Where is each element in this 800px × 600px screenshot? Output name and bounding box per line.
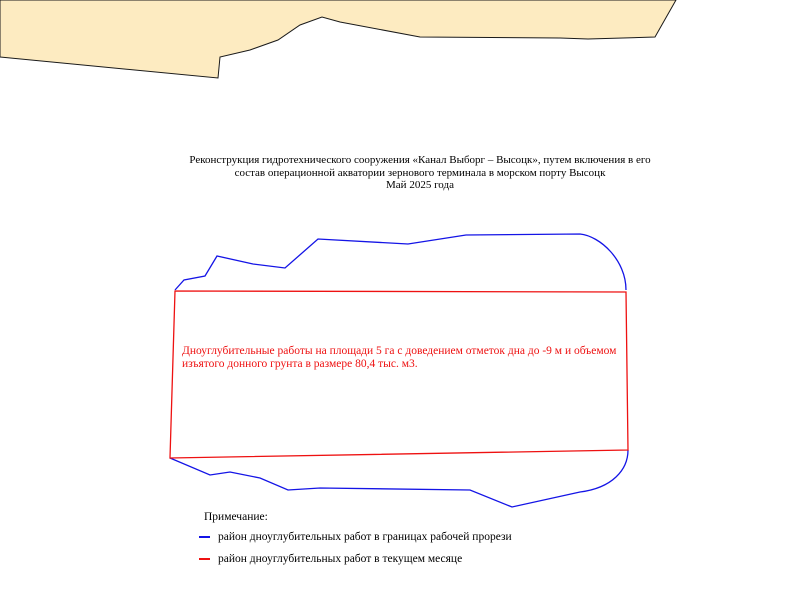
title-line-1: Реконструкция гидротехнического сооружения «Канал Выборг – Высоцк», путем включения в его	[189, 154, 651, 166]
legend-label-working-cut: район дноуглубительных работ в границах рабочей прорези	[218, 531, 512, 543]
legend-item-current-month	[199, 552, 462, 566]
work-note-line-1: Дноуглубительные работы на площади 5 га с доведением отметок дна до -9 м и объемом	[182, 345, 617, 357]
title-line-2: состав операционной акватории зернового терминала в морском порту Высоцк	[234, 166, 606, 179]
current-month-dredging-area	[170, 291, 628, 458]
title-line-3: Май 2025 года	[386, 179, 454, 191]
map-title	[150, 154, 690, 192]
legend-item-working-cut	[199, 530, 512, 544]
land-area	[0, 0, 676, 78]
working-cut-boundary	[170, 234, 628, 507]
legend-swatch-blue	[199, 536, 210, 538]
legend-label-current-month: район дноуглубительных работ в текущем месяце	[218, 553, 463, 565]
work-note-line-2: изъятого донного грунта в размере 80,4 тыс. м3.	[182, 357, 418, 370]
legend-title: Примечание:	[204, 511, 268, 523]
dredging-work-note	[182, 345, 622, 370]
legend-swatch-red	[199, 558, 210, 560]
